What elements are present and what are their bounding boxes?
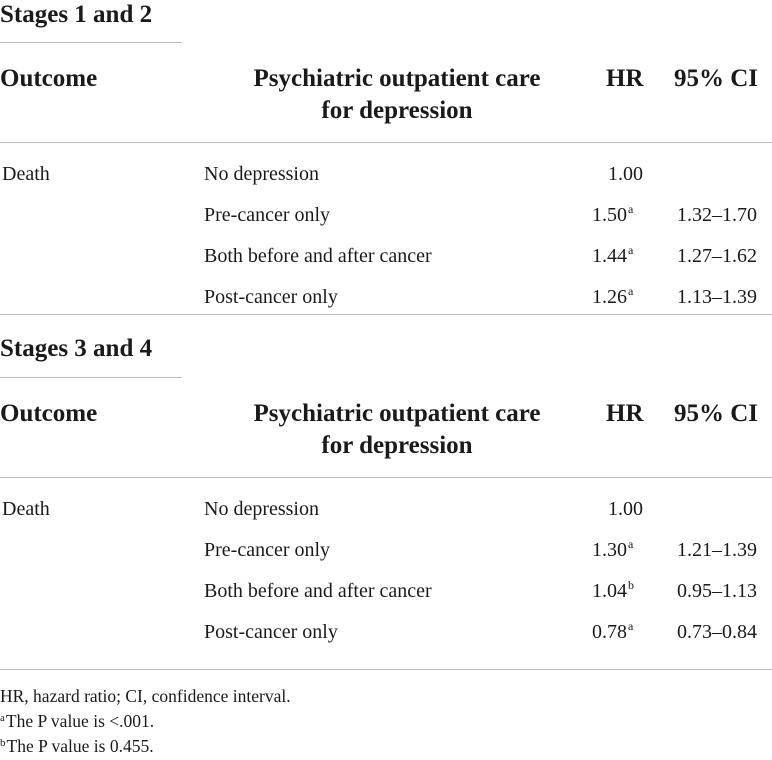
category-cell: Post-cancer only xyxy=(204,286,338,308)
hr-cell xyxy=(592,538,633,564)
header-care-line1: Psychiatric outpatient care xyxy=(253,400,541,427)
ci-cell: 1.27–1.62 xyxy=(677,245,757,267)
ci-cell: 0.73–0.84 xyxy=(677,621,757,643)
ci-cell: 1.21–1.39 xyxy=(677,539,757,561)
hr-value: 1.30 xyxy=(592,539,627,561)
hr-footnote-mark: a xyxy=(628,243,634,257)
table-bottom-divider xyxy=(0,669,772,670)
hr-cell xyxy=(608,497,643,521)
section-divider xyxy=(0,42,182,43)
hr-cell xyxy=(592,579,634,605)
hr-footnote-mark: a xyxy=(628,202,634,216)
header-hr: HR xyxy=(606,65,644,92)
header-outcome: Outcome xyxy=(0,65,98,92)
category-cell: Pre-cancer only xyxy=(204,204,331,226)
category-cell: Pre-cancer only xyxy=(204,539,331,561)
hr-footnote-mark: a xyxy=(628,537,634,551)
hr-value: 1.00 xyxy=(608,163,643,185)
header-care-line1: Psychiatric outpatient care xyxy=(253,65,541,92)
section-divider xyxy=(0,377,182,378)
hr-footnote-mark: a xyxy=(628,284,634,298)
header-hr: HR xyxy=(606,400,644,427)
header-care-line2: for depression xyxy=(321,432,473,459)
category-cell: No depression xyxy=(204,163,319,185)
header-ci: 95% CI xyxy=(674,65,759,92)
hr-value: 1.00 xyxy=(608,498,643,520)
header-divider xyxy=(0,142,772,143)
category-cell: Both before and after cancer xyxy=(204,245,432,267)
ci-cell: 0.95–1.13 xyxy=(677,580,757,602)
outcome-cell: Death xyxy=(2,163,50,185)
footnote-b xyxy=(0,735,154,760)
hr-cell xyxy=(592,620,633,646)
footnote-abbreviations: HR, hazard ratio; CI, confidence interval. xyxy=(0,686,291,706)
hr-cell xyxy=(592,285,633,311)
hr-footnote-mark: b xyxy=(628,578,634,592)
footnote-b-text: The P value is 0.455. xyxy=(6,736,154,756)
header-ci: 95% CI xyxy=(674,400,759,427)
category-cell: Post-cancer only xyxy=(204,621,338,643)
hr-cell xyxy=(608,162,643,186)
hr-value: 1.26 xyxy=(592,286,627,308)
hr-value: 1.04 xyxy=(592,580,627,602)
footnote-a-text: The P value is <.001. xyxy=(5,711,155,731)
hr-value: 1.44 xyxy=(592,245,627,267)
hr-value: 0.78 xyxy=(592,621,627,643)
section-title-stages-1-2: Stages 1 and 2 xyxy=(0,1,153,28)
footnote-a-mark: a xyxy=(0,712,5,724)
category-cell: Both before and after cancer xyxy=(204,580,432,602)
category-cell: No depression xyxy=(204,498,319,520)
hr-footnote-mark: a xyxy=(628,619,634,633)
header-care-line2: for depression xyxy=(321,97,473,124)
hr-cell xyxy=(592,203,633,229)
ci-cell: 1.13–1.39 xyxy=(677,286,757,308)
hr-cell xyxy=(592,244,633,270)
section-end-divider xyxy=(0,314,772,315)
header-outcome: Outcome xyxy=(0,400,98,427)
footnote-b-mark: b xyxy=(0,737,6,749)
outcome-cell: Death xyxy=(2,498,50,520)
header-divider xyxy=(0,477,772,478)
hr-value: 1.50 xyxy=(592,204,627,226)
footnote-a xyxy=(0,710,154,735)
ci-cell: 1.32–1.70 xyxy=(677,204,757,226)
section-title-stages-3-4: Stages 3 and 4 xyxy=(0,335,153,362)
